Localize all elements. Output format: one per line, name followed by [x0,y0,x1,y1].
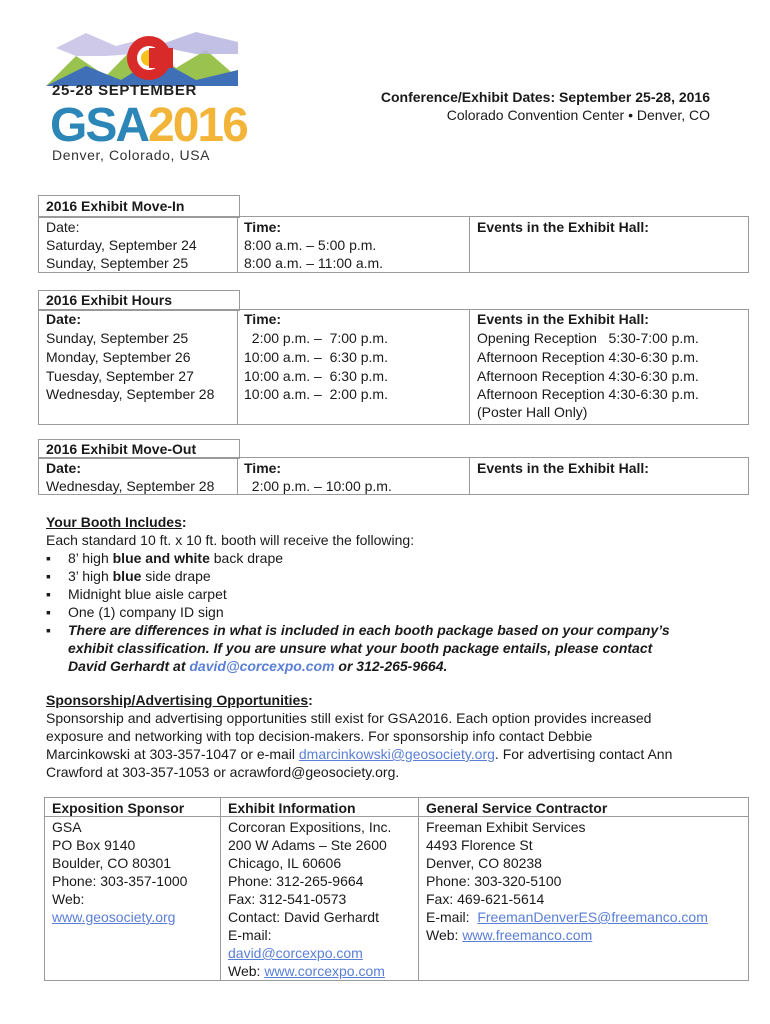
booth-title-colon: : [181,514,187,530]
web-label: Web: [426,927,463,943]
hours-time: 10:00 a.m. – 2:00 p.m. [244,386,388,402]
conference-info [300,88,710,124]
hours-date: Monday, September 26 [46,349,191,365]
hours-time: 2:00 p.m. – 7:00 p.m. [244,330,388,346]
col2-line: 200 W Adams – Ste 2600 [228,837,387,853]
sponsorship-text [46,745,672,763]
col2-web-line [228,962,385,980]
col1-line: Web: [52,891,85,907]
booth-note-text: or 312-265-9664. [334,658,448,674]
booth-item-text: 8’ high [68,550,113,566]
gsa-web-link[interactable]: www.geosociety.org [52,909,176,925]
sponsorship-text-part: Marcinkowski at 303-357-1047 or e-mail [46,746,299,762]
col3-line: 4493 Florence St [426,837,533,853]
hours-event: Afternoon Reception 4:30-6:30 p.m. [477,368,699,384]
booth-item-text: 3’ high [68,568,113,584]
col2-line: Corcoran Expositions, Inc. [228,819,392,835]
hours-time: 10:00 a.m. – 6:30 p.m. [244,368,388,384]
hours-event: Afternoon Reception 4:30-6:30 p.m. [477,349,699,365]
col2-line: Chicago, IL 60606 [228,855,342,871]
booth-note-line [68,657,447,675]
web-label: Web: [228,963,265,979]
sponsorship-text: Sponsorship and advertising opportunities still exist for GSA2016. Each option provides increased [46,710,652,726]
email-label: E-mail: [426,909,478,925]
hours-events-header: Events in the Exhibit Hall: [477,311,649,327]
move-out-date: Wednesday, September 28 [46,478,215,494]
booth-item: One (1) company ID sign [68,604,224,620]
exposition-sponsor-header: Exposition Sponsor [52,800,185,816]
booth-item [68,549,283,567]
booth-item: Midnight blue aisle carpet [68,586,227,602]
hours-date: Wednesday, September 28 [46,386,215,402]
col3-email-line [426,908,708,926]
move-out-time: 2:00 p.m. – 10:00 p.m. [244,478,392,494]
conference-venue: Colorado Convention Center • Denver, CO [446,107,710,123]
exhibit-information-header: Exhibit Information [228,800,356,816]
hours-event: Afternoon Reception 4:30-6:30 p.m. [477,386,699,402]
booth-note-line: exhibit classification. If you are unsure what your booth package entails, please contact [68,640,653,656]
bullet-icon [46,603,56,621]
sponsorship-title-colon: : [308,692,313,708]
move-out-events-header: Events in the Exhibit Hall: [477,460,649,476]
sponsorship-email-link[interactable]: dmarcinkowski@geosociety.org [298,746,495,762]
hours-time: 10:00 a.m. – 6:30 p.m. [244,349,388,365]
move-in-title: 2016 Exhibit Move-In [46,198,185,214]
sponsorship-text-part: . For advertising contact Ann [494,746,673,762]
booth-item-bold: blue and white [112,550,210,566]
hours-title: 2016 Exhibit Hours [46,292,173,308]
sponsorship-text: Crawford at 303-357-1053 or acrawford@geosociety.org. [46,764,400,780]
move-in-time: 8:00 a.m. – 5:00 p.m. [244,237,377,253]
sponsorship-text: exposure and networking with top decision-makers. For sponsorship info contact Debbie [46,728,593,744]
gsa-logo [40,28,247,163]
logo-gsa: GSA [50,99,149,152]
col1-line: Phone: 303-357-1000 [52,873,188,889]
col3-web-line [426,926,592,944]
booth-intro: Each standard 10 ft. x 10 ft. booth will receive the following: [46,532,415,548]
col2-line: Contact: David Gerhardt [228,909,379,925]
corcexpo-email-link[interactable]: david@corcexpo.com [228,945,363,961]
logo-year: 2016 [148,99,247,152]
bullet-icon [46,585,56,603]
booth-contact-email-link[interactable]: david@corcexpo.com [189,658,335,674]
hours-date-header: Date: [46,311,82,327]
col1-line: PO Box 9140 [52,837,136,853]
move-out-title: 2016 Exhibit Move-Out [46,441,197,457]
move-in-time: 8:00 a.m. – 11:00 a.m. [244,255,384,271]
col2-line: Fax: 312-541-0573 [228,891,347,907]
logo-dates: 25-28 SEPTEMBER [52,82,197,99]
booth-title: Your Booth Includes [46,514,182,530]
col3-line: Freeman Exhibit Services [426,819,586,835]
col3-line: Phone: 303-320-5100 [426,873,562,889]
hours-date: Tuesday, September 27 [46,368,194,384]
hours-event-note: (Poster Hall Only) [477,404,588,420]
booth-item [68,567,211,585]
booth-item-text: back drape [209,550,284,566]
move-in-time-header: Time: [244,219,282,235]
hours-time-header: Time: [244,311,282,327]
general-service-contractor-header: General Service Contractor [426,800,608,816]
col1-line: GSA [52,819,82,835]
bullet-icon [46,621,56,639]
sponsorship-title-wrap [46,691,313,709]
move-in-events-header: Events in the Exhibit Hall: [477,219,649,235]
booth-title-wrap [46,513,187,531]
move-out-time-header: Time: [244,460,282,476]
sponsorship-title: Sponsorship/Advertising Opportunities [46,692,309,708]
col2-line: Phone: 312-265-9664 [228,873,364,889]
bullet-icon [46,567,56,585]
hours-event: Opening Reception 5:30-7:00 p.m. [477,330,699,346]
move-in-date-header: Date: [46,219,80,235]
move-in-date: Saturday, September 24 [46,237,197,253]
col2-line: E-mail: [228,927,272,943]
col1-line: Boulder, CO 80301 [52,855,172,871]
move-in-date: Sunday, September 25 [46,255,189,271]
logo-place: Denver, Colorado, USA [52,147,211,163]
col3-line: Denver, CO 80238 [426,855,542,871]
bullet-icon [46,549,56,567]
booth-item-bold: blue [112,568,142,584]
corcexpo-web-link[interactable]: www.corcexpo.com [264,963,385,979]
booth-note-text: David Gerhardt at [68,658,190,674]
conference-dates: Conference/Exhibit Dates: September 25-28, 2016 [380,89,710,105]
col3-line: Fax: 469-621-5614 [426,891,545,907]
freeman-web-link[interactable]: www.freemanco.com [462,927,593,943]
hours-date: Sunday, September 25 [46,330,189,346]
move-out-date-header: Date: [46,460,82,476]
mountain-sun-logo-graphic [46,28,238,86]
booth-item-text: side drape [141,568,211,584]
freeman-email-link[interactable]: FreemanDenverES@freemanco.com [477,909,708,925]
logo-wordmark [50,100,247,152]
booth-note-line: There are differences in what is included in each booth package based on your company’s [68,622,670,638]
